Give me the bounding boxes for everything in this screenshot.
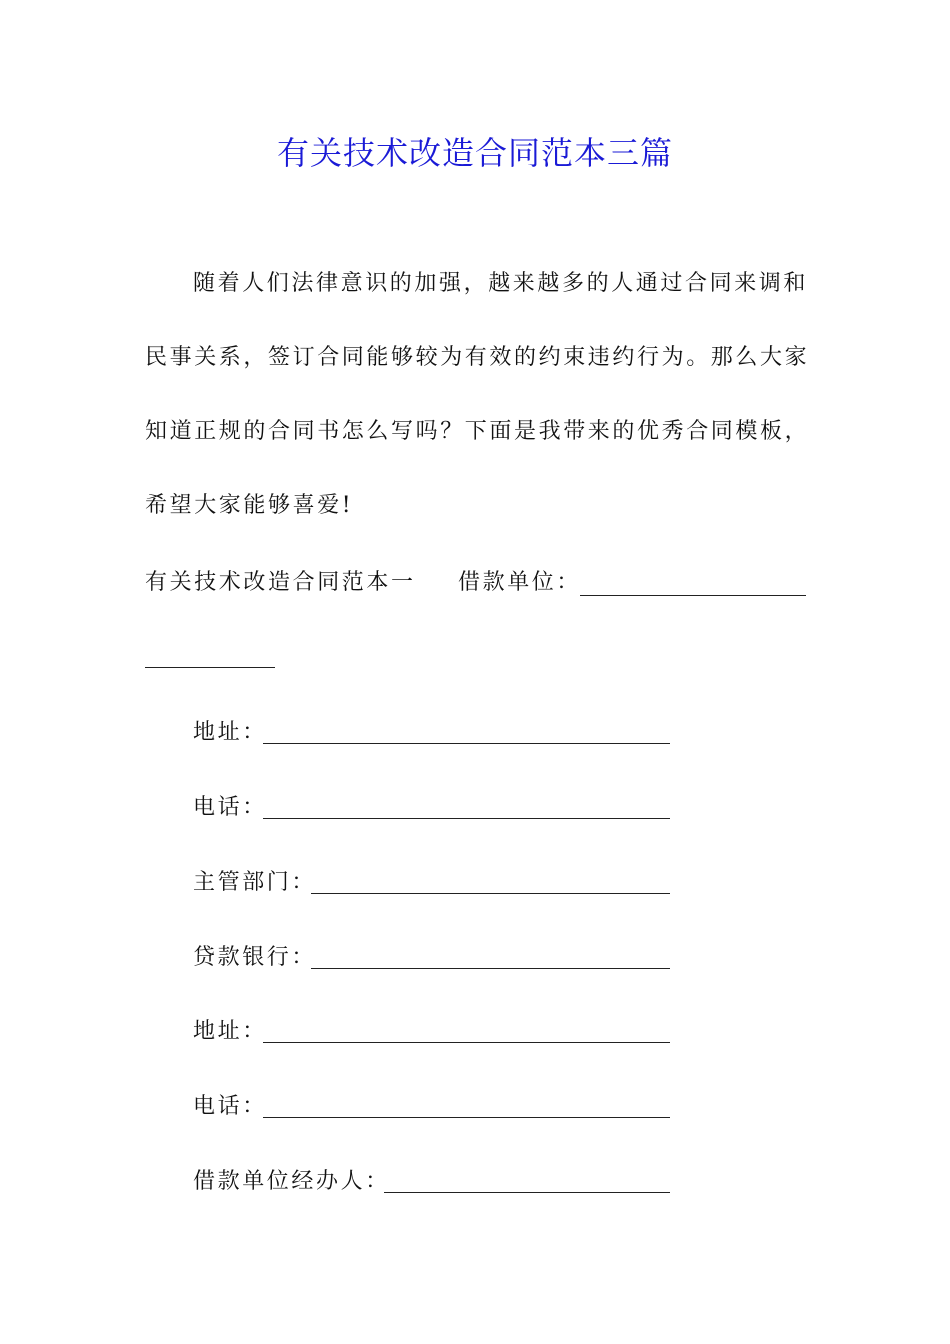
- field-address-2-blank: [263, 1042, 670, 1043]
- field-address-2: [193, 1012, 267, 1052]
- intro-line-1: 随着人们法律意识的加强，越来越多的人通过合同来调和: [193, 271, 809, 296]
- field-borrower-agent-blank: [384, 1192, 670, 1193]
- field-label: 借款单位经办人：: [193, 1169, 390, 1194]
- field-label: 电话：: [193, 1094, 267, 1119]
- field-address-1-blank: [263, 743, 670, 744]
- field-label: 主管部门：: [193, 870, 317, 895]
- field-phone-1-blank: [263, 818, 670, 819]
- field-department-blank: [311, 893, 670, 894]
- field-lending-bank-blank: [311, 968, 670, 969]
- section-heading: 有关技术改造合同范本一: [145, 570, 416, 595]
- intro-line-4: 希望大家能够喜爱!: [145, 493, 354, 518]
- borrower-blank-line-2: [145, 667, 275, 668]
- field-department: [193, 863, 316, 903]
- field-lending-bank: [193, 938, 316, 978]
- document-title: 有关技术改造合同范本三篇: [276, 134, 673, 172]
- borrower-blank-line-1: [580, 595, 806, 596]
- intro-line-2: 民事关系，签订合同能够较为有效的约束违约行为。那么大家: [145, 345, 810, 370]
- field-label: 地址：: [193, 1019, 267, 1044]
- field-borrower-agent: [193, 1162, 390, 1202]
- field-phone-1: [193, 788, 267, 828]
- field-phone-2-blank: [263, 1117, 670, 1118]
- field-label: 电话：: [193, 795, 267, 820]
- field-label: 贷款银行：: [193, 945, 317, 970]
- borrower-label: 借款单位：: [458, 570, 582, 595]
- field-phone-2: [193, 1087, 267, 1127]
- field-label: 地址：: [193, 720, 267, 745]
- intro-line-3: 知道正规的合同书怎么写吗？下面是我带来的优秀合同模板，: [145, 419, 810, 444]
- field-address-1: [193, 713, 267, 753]
